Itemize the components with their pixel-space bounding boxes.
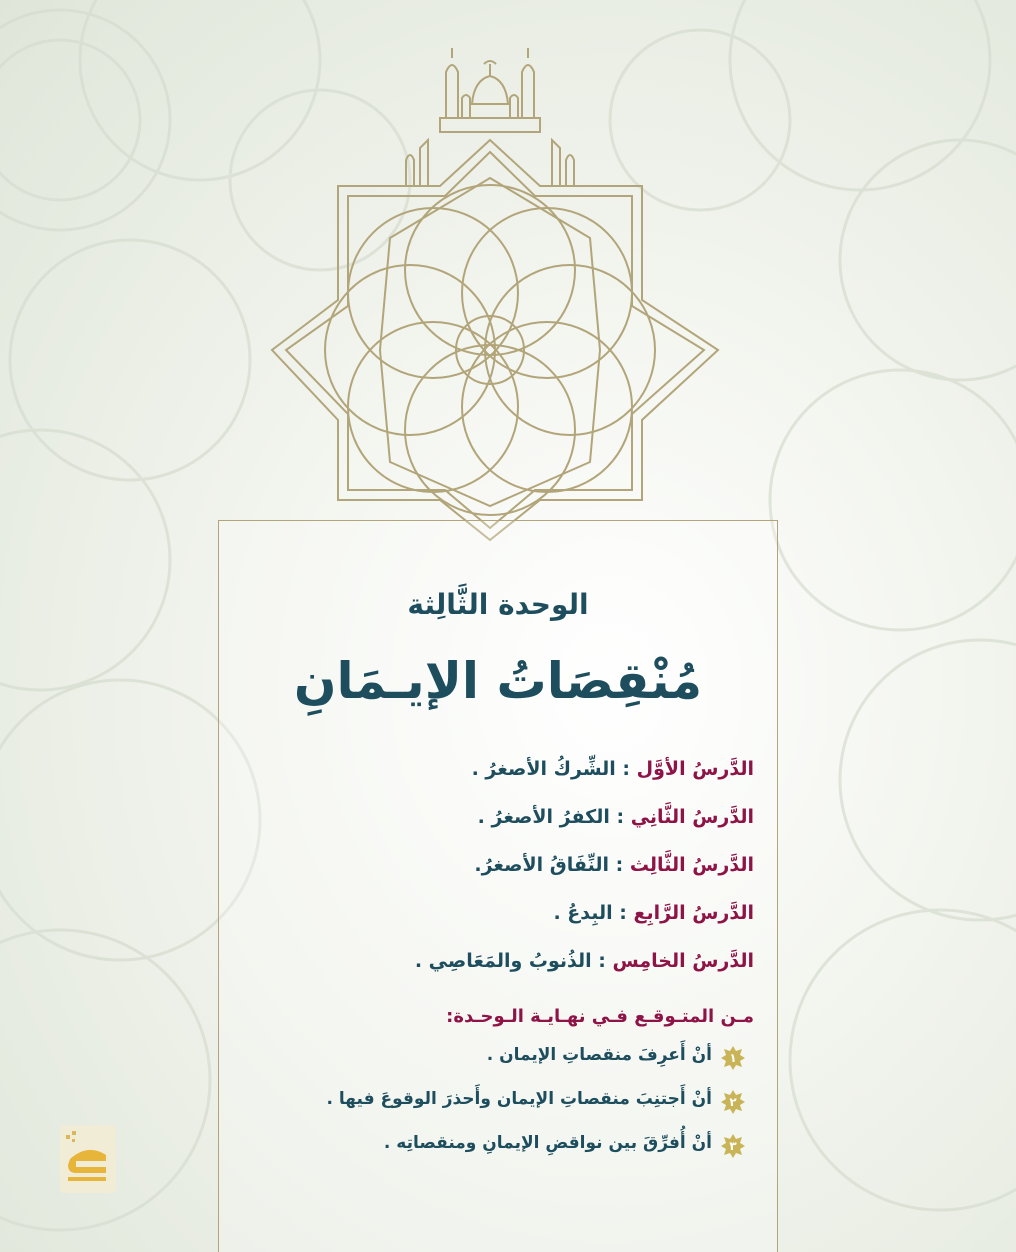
outcome-item (327, 1133, 746, 1177)
badge-number: ٢ (729, 1095, 737, 1109)
number-badge-icon (720, 1045, 746, 1071)
lesson-separator: : (612, 902, 634, 924)
lesson-separator: : (609, 806, 631, 828)
unit-subtitle: الوحدة الثَّالِثة (407, 588, 589, 621)
lesson-title: الكفرُ الأصغرُ . (477, 806, 610, 828)
lesson-label: الدَّرسُ الثَّانِي (630, 806, 754, 828)
lesson-title: النِّفَاقُ الأصغرُ. (474, 854, 609, 876)
outcome-text: أنْ أَجتنِبَ منقصاتِ الإيمان وأَحذرَ الوقوعَ فيها . (326, 1089, 712, 1109)
outcomes-heading: مـن المتـوقـع فـي نهـايـة الـوحـدة: (446, 1006, 754, 1027)
outcome-item (327, 1089, 746, 1133)
lesson-title: الذُنوبُ والمَعَاصِي . (414, 950, 592, 972)
mosque-icon (406, 48, 574, 186)
outcome-text: أنْ أُفرِّقَ بين نواقضِ الإيمانِ ومنقصاتِه . (383, 1133, 712, 1153)
lesson-label: الدَّرسُ الثَّالِث (629, 854, 754, 876)
lessons-list (415, 758, 754, 998)
lesson-4 (415, 902, 754, 950)
eight-point-rosette (272, 140, 718, 540)
lesson-1 (415, 758, 754, 806)
lesson-label: الدَّرسُ الخامِس (612, 950, 754, 972)
unit-title: مُنْقِصَاتُ الإيـمَانِ (293, 652, 703, 710)
outcome-text: أنْ أَعرِفَ منقصاتِ الإيمان . (486, 1045, 712, 1065)
lesson-title: البِدعُ . (553, 902, 613, 924)
lesson-separator: : (615, 758, 637, 780)
number-badge-icon (720, 1133, 746, 1159)
lesson-title: الشِّركُ الأصغرُ . (471, 758, 616, 780)
lesson-separator: : (591, 950, 613, 972)
publisher-logo-icon (60, 1125, 116, 1193)
lesson-label: الدَّرسُ الأوَّل (636, 758, 754, 780)
lesson-5 (415, 950, 754, 998)
badge-number: ١ (729, 1051, 737, 1065)
outcomes-list (327, 1045, 746, 1177)
badge-number: ٣ (729, 1139, 737, 1153)
lesson-3 (415, 854, 754, 902)
lesson-label: الدَّرسُ الرَّابِع (633, 902, 754, 924)
lesson-separator: : (608, 854, 630, 876)
number-badge-icon (720, 1089, 746, 1115)
outcome-item (327, 1045, 746, 1089)
lesson-2 (415, 806, 754, 854)
